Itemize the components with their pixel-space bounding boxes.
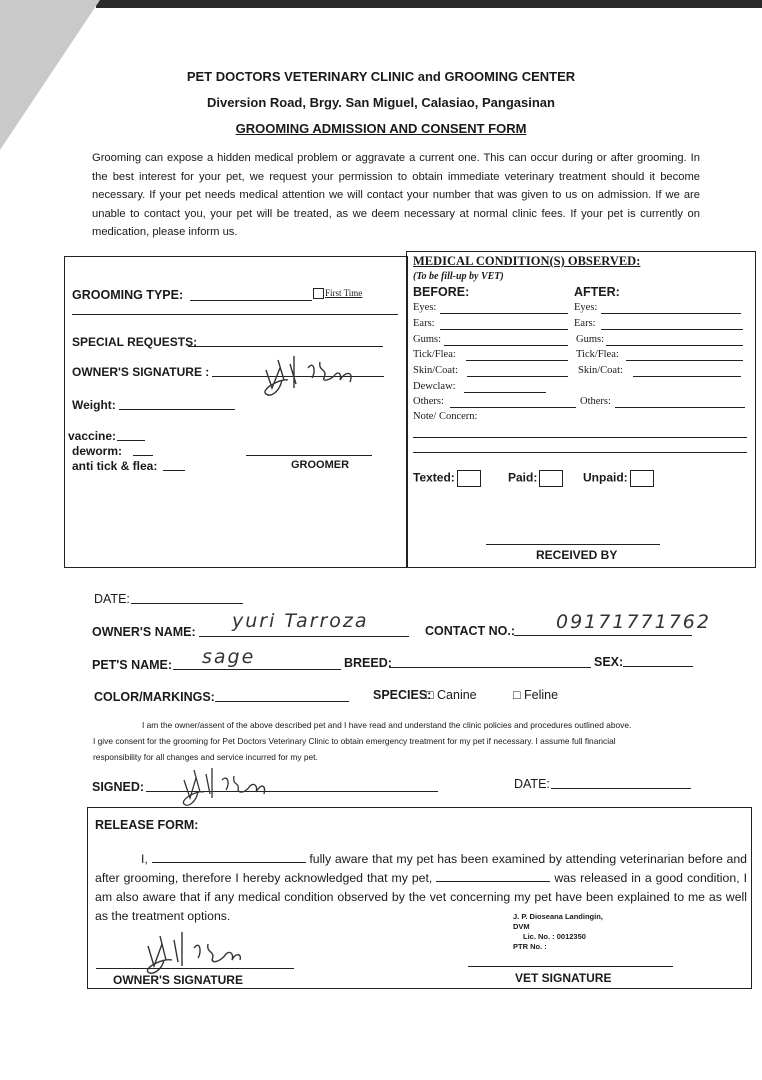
breed-line[interactable] bbox=[389, 667, 591, 668]
owner-name-line[interactable] bbox=[199, 636, 409, 637]
intro-paragraph: Grooming can expose a hidden medical problem or aggravate a current one. This can occur during or after grooming. In the best interest for your pet, we request your permission to obtain immediate veterinary treatment should it become necessary. If your pet needs medical attention we will contact your number that was given to us on admission. If we are unable to contact you, your pet will be treated, as we deem necessary at normal clinic fees. If your pet is currently on medication, please inform us. bbox=[92, 152, 700, 238]
vet-signature-label: VET SIGNATURE bbox=[515, 971, 612, 985]
texted-checkbox[interactable] bbox=[457, 470, 481, 487]
breed-label: BREED: bbox=[344, 656, 392, 670]
vet-stamp bbox=[503, 912, 609, 964]
owner-signature-footer: OWNER'S SIGNATURE bbox=[113, 973, 243, 987]
clinic-address: Diversion Road, Brgy. San Miguel, Calasiao, Pangasinan bbox=[207, 95, 555, 110]
unpaid-label: Unpaid: bbox=[583, 470, 628, 485]
scan-edge bbox=[96, 0, 762, 8]
first-time-checkbox[interactable] bbox=[313, 288, 324, 299]
release-i: I, bbox=[141, 852, 148, 866]
stamp-lic: Lic. No. : 0012350 bbox=[523, 932, 586, 941]
before-dewclaw: Dewclaw: bbox=[413, 381, 456, 392]
signed-scribble bbox=[178, 764, 268, 810]
before-eyes: Eyes: bbox=[413, 302, 437, 313]
before-others: Others: bbox=[413, 396, 444, 407]
before-skin-line[interactable] bbox=[467, 376, 568, 377]
before-dewclaw-line[interactable] bbox=[464, 392, 546, 393]
before-tick: Tick/Flea: bbox=[413, 349, 456, 360]
release-text-2: was released in a good condition, I am also aware that if any medical condition observed by the vet concerning my pet have been explained to me as well as the treatment options. bbox=[95, 871, 748, 923]
after-heading: AFTER: bbox=[574, 285, 620, 299]
form-title: GROOMING ADMISSION AND CONSENT FORM bbox=[235, 121, 527, 136]
received-by-label: RECEIVED BY bbox=[536, 548, 618, 562]
release-owner-line[interactable] bbox=[96, 968, 294, 969]
color-line[interactable] bbox=[215, 701, 349, 702]
consent-line-2: I give consent for the grooming for Pet Doctors Veterinary Clinic to obtain emergency treatment for my pet if necessary. I assume full financial bbox=[93, 736, 616, 746]
before-gums-line[interactable] bbox=[444, 345, 568, 346]
after-ears: Ears: bbox=[574, 318, 596, 329]
special-requests-line[interactable] bbox=[188, 346, 383, 347]
after-eyes-line[interactable] bbox=[601, 313, 741, 314]
sex-line[interactable] bbox=[623, 666, 693, 667]
unpaid-checkbox[interactable] bbox=[630, 470, 654, 487]
after-others: Others: bbox=[580, 396, 611, 407]
after-skin: Skin/Coat: bbox=[578, 365, 623, 376]
after-tick-line[interactable] bbox=[626, 360, 743, 361]
signed-label: SIGNED: bbox=[92, 780, 145, 794]
date-label: DATE: bbox=[94, 592, 130, 606]
deworm-line[interactable] bbox=[133, 455, 153, 456]
vaccine-label: vaccine: bbox=[68, 429, 117, 443]
feline-option[interactable]: □ Feline bbox=[513, 688, 559, 702]
special-requests-label: SPECIAL REQUESTS: bbox=[72, 335, 198, 349]
before-ears-line[interactable] bbox=[440, 329, 568, 330]
texted-field[interactable] bbox=[413, 470, 481, 487]
before-ears: Ears: bbox=[413, 318, 435, 329]
color-label: COLOR/MARKINGS: bbox=[94, 690, 215, 704]
canine-option[interactable]: □ Canine bbox=[426, 688, 477, 702]
after-tick: Tick/Flea: bbox=[576, 349, 619, 360]
weight-line[interactable] bbox=[119, 409, 235, 410]
species-label: SPECIES: bbox=[373, 688, 432, 702]
before-skin: Skin/Coat: bbox=[413, 365, 458, 376]
after-gums: Gums: bbox=[576, 334, 605, 345]
paid-checkbox[interactable] bbox=[539, 470, 563, 487]
first-time-label: First Time bbox=[325, 288, 363, 298]
stamp-name: J. P. Dioseana Landingin, DVM bbox=[513, 912, 603, 931]
grooming-type-line[interactable] bbox=[190, 300, 312, 301]
owner-name-label: OWNER'S NAME: bbox=[92, 625, 196, 639]
before-others-line[interactable] bbox=[450, 407, 576, 408]
release-title: RELEASE FORM: bbox=[95, 818, 199, 832]
after-eyes: Eyes: bbox=[574, 302, 598, 313]
note-label: Note/ Concern: bbox=[413, 411, 478, 422]
note-line-2[interactable] bbox=[413, 452, 747, 453]
unpaid-field[interactable] bbox=[583, 470, 654, 487]
received-by-line[interactable] bbox=[486, 544, 660, 545]
owner-name-value[interactable]: yuri Tarroza bbox=[232, 610, 369, 632]
after-others-line[interactable] bbox=[615, 407, 745, 408]
pet-name-line[interactable] bbox=[173, 669, 341, 670]
medical-title: MEDICAL CONDITION(S) OBSERVED: bbox=[413, 254, 641, 268]
anti-tick-line[interactable] bbox=[163, 470, 185, 471]
pet-name-value[interactable]: sage bbox=[202, 646, 256, 668]
deworm-label: deworm: bbox=[72, 444, 123, 458]
consent-line-3: responsibility for all changes and service incurred for my pet. bbox=[93, 752, 318, 762]
grooming-type-line-2 bbox=[72, 314, 398, 315]
grooming-type-label: GROOMING TYPE: bbox=[72, 288, 184, 302]
after-gums-line[interactable] bbox=[606, 345, 743, 346]
after-ears-line[interactable] bbox=[601, 329, 743, 330]
paid-label: Paid: bbox=[508, 470, 538, 485]
note-line-1[interactable] bbox=[413, 437, 747, 438]
medical-subtitle: (To be fill-up by VET) bbox=[413, 271, 504, 282]
release-text-1: fully aware that my pet has been examined by attending veterinarian before and after grooming, therefore I hereby acknowledged that my pet, bbox=[95, 852, 748, 885]
weight-label: Weight: bbox=[72, 398, 116, 412]
groomer-label: GROOMER bbox=[291, 459, 350, 471]
sex-label: SEX: bbox=[594, 655, 624, 669]
before-heading: BEFORE: bbox=[413, 285, 470, 299]
signed-date-line[interactable] bbox=[551, 788, 691, 789]
signed-date-label: DATE: bbox=[514, 777, 550, 791]
grooming-box bbox=[64, 256, 408, 568]
release-name-blank[interactable] bbox=[152, 850, 306, 863]
groomer-line[interactable] bbox=[246, 455, 372, 456]
consent-line-1: I am the owner/assent of the above described pet and I have read and understand the clinic policies and procedures outlined above. bbox=[142, 720, 632, 730]
anti-tick-label: anti tick & flea: bbox=[72, 459, 158, 473]
release-pet-blank[interactable] bbox=[436, 869, 550, 882]
texted-label: Texted: bbox=[413, 470, 455, 485]
clinic-name: PET DOCTORS VETERINARY CLINIC and GROOMING CENTER bbox=[186, 69, 576, 84]
owner-signature-label: OWNER'S SIGNATURE : bbox=[72, 365, 210, 379]
vet-signature-line[interactable] bbox=[468, 966, 673, 967]
paid-field[interactable] bbox=[508, 470, 563, 487]
before-eyes-line[interactable] bbox=[440, 313, 568, 314]
release-paragraph bbox=[95, 850, 747, 926]
contact-line[interactable] bbox=[514, 635, 692, 636]
before-tick-line[interactable] bbox=[466, 360, 568, 361]
vaccine-line[interactable] bbox=[117, 440, 145, 441]
pet-name-label: PET'S NAME: bbox=[92, 658, 173, 672]
first-time-option[interactable] bbox=[313, 288, 362, 299]
owner-signature-scribble bbox=[258, 350, 363, 402]
contact-value[interactable]: 09171771762 bbox=[556, 611, 711, 633]
contact-label: CONTACT NO.: bbox=[425, 624, 516, 638]
date-line[interactable] bbox=[131, 603, 243, 604]
before-gums: Gums: bbox=[413, 334, 442, 345]
release-owner-scribble bbox=[140, 928, 250, 978]
after-skin-line[interactable] bbox=[633, 376, 741, 377]
stamp-ptr: PTR No. : bbox=[513, 942, 547, 951]
